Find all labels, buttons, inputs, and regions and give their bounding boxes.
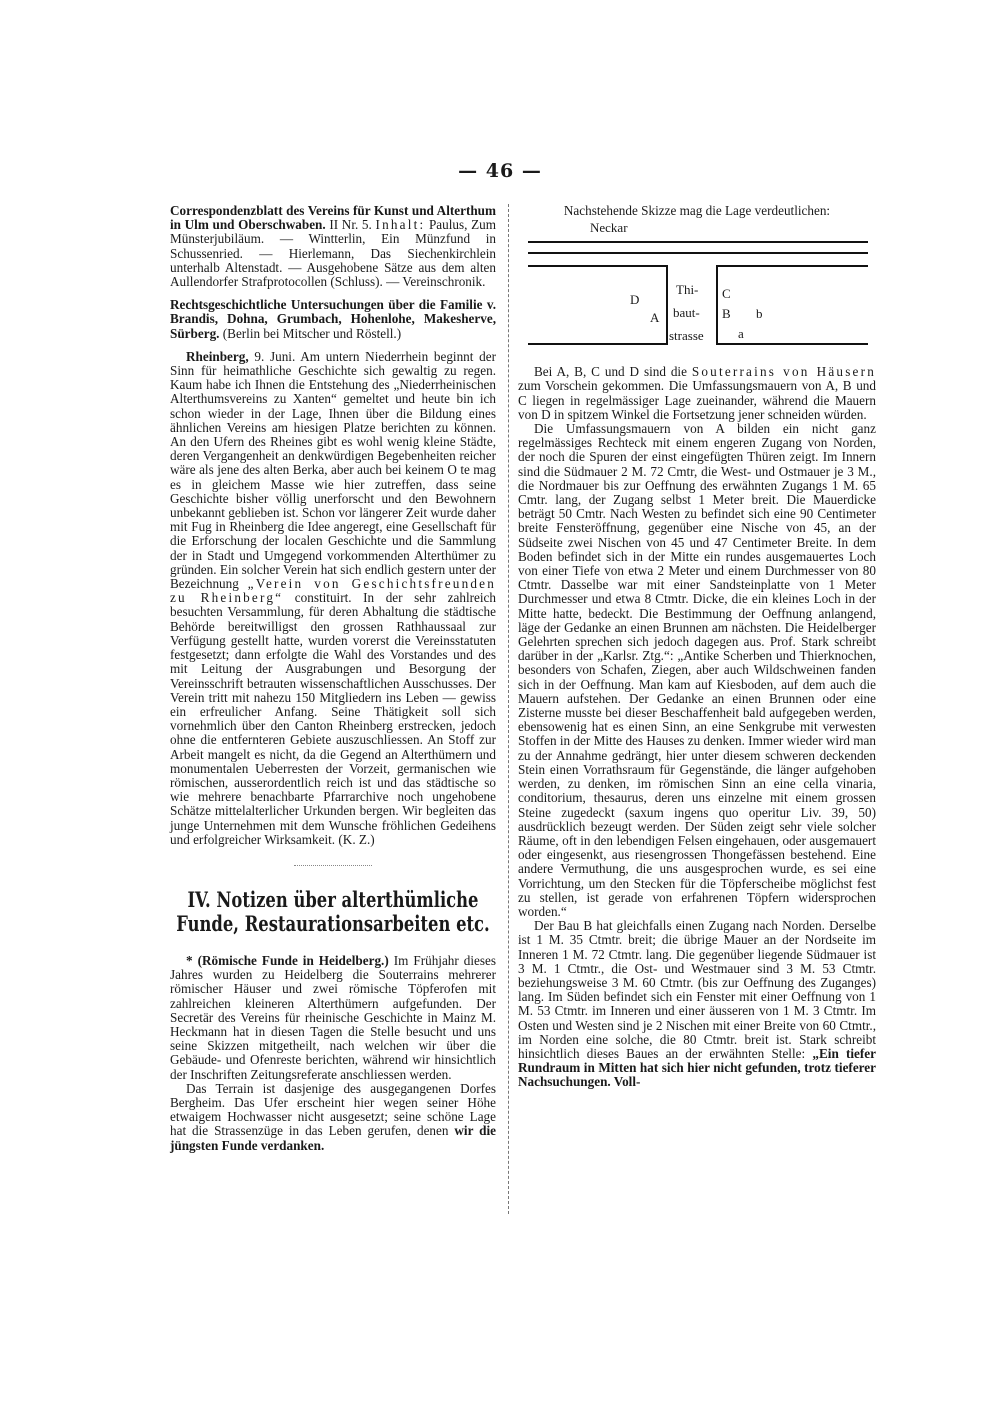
column-divider <box>508 204 509 1214</box>
report-title: * (Römische Funde in Heidelberg.) <box>186 952 389 968</box>
notice-issue: II Nr. 5. <box>329 217 372 233</box>
paragraph-building-b <box>518 919 876 1089</box>
label-b-lower: b <box>756 306 763 322</box>
label-d: D <box>630 292 640 308</box>
paragraph-text: Der Bau B hat gleichfalls einen Zugang nach Norden. Derselbe ist 1 M. 35 Ctmtr. breit; die übrige Mauer an der Nordseite im Inneren 1 M. 72 Ctmtr. lang. Die gegenüber liegende Südmauer ist 3 M. 1 Ctmtr., die Ost- und Westmauer sind 3 M. 53 Ctmtr. beziehungsweise 3 M. 60 Ctmtr. (bis zur Oeffnung des Zuganges) lang. Im Süden befindet sich ein Fenster mit einer Oeffnung von 1 M. 53 Ctmtr. im Inneren und einer äusseren von 1 M. 3 Ctmtr. Im Osten und Westen sind je 2 Nischen mit einer Breite von 60 Ctmtr., im Norden eine solche, die 80 Ctmtr. breit ist. Stark schreibt hinsichtlich dieses Baues an der erwähnten Stelle: <box>518 918 876 1061</box>
river-bank-line <box>528 241 868 243</box>
right-column <box>518 204 876 1090</box>
section-heading: IV. Notizen über alterthümliche Funde, Restaurationsarbeiten etc. <box>176 886 490 936</box>
street-label-line2: baut- <box>673 305 700 321</box>
paragraph-lead: Bei A, B, C und D sind die <box>534 364 687 380</box>
notice-contents: Paulus, Zum Münsterjubiläum. — Wintterlin, Ein Münzfund in Schussenried. — Hierlemann, Das Siechenkirchlein unterhalb Altenstadt. — Ausgehobene Sätze aus dem alten Aullendorfer Strafprotocollen (Schluss). — Vereinschronik. <box>170 217 496 290</box>
paragraph-text: zum Vorschein gekommen. Die Umfassungsmauern von A, B und C liegen in regelmässiger Lage zueinander, während die Mauern von D in spitzem Winkel die Fortsetzung jener schneiden würden. <box>518 378 876 422</box>
report-terrain <box>170 1082 496 1153</box>
wall-line <box>666 265 668 345</box>
wall-line <box>528 265 668 267</box>
street-label-line1: Thi- <box>676 282 699 298</box>
label-b-upper: B <box>722 306 731 322</box>
souterrains-term: Souterrains von Häusern <box>691 364 876 380</box>
wall-line <box>716 343 868 345</box>
report-text: Im Frühjahr dieses Jahres wurden zu Heidelberg die Souterrains mehrerer römischer Häuser und zwei römische Töpferofen mit zahlreichen kleineren Alterthümern aufgefunden. Der Secretär des Vereins für rheinische Geschichte in Mainz M. Heckmann hat in diesen Tagen die Stelle besucht und uns seine Skizzen mitgetheilt, nach welchen wir über die Gebäude- und Ofenreste berichten, während wir hinsichtlich der Inschriften Zeitungsreferate anschliessen werden. <box>170 952 497 1082</box>
paragraph-souterrains <box>518 365 876 422</box>
notice-rechtsgeschichte <box>170 298 496 341</box>
river-label: Neckar <box>590 220 628 236</box>
river-bank-line <box>528 252 868 254</box>
paragraph-building-a <box>518 422 876 919</box>
report-heidelberg <box>170 954 496 1082</box>
wall-line <box>716 265 718 345</box>
wall-line <box>528 343 668 345</box>
label-c: C <box>722 286 731 302</box>
label-a-left: A <box>650 310 660 326</box>
report-text-continued: constituirt. In der sehr zahlreich besuchten Versammlung, für deren Abhaltung die städtische Behörde bereitwilligst den grossen Rathhaussaal zur Verfügung gestellt hatte, wurden vorerst die Vereinsstatuten festgesetzt; dann erfolgte die Wahl des Vorstandes und des mit Leitung der Ausgrabungen und Besorgung der Vereinsschrift betrauten wissenschaftlichen Ausschusses. Der Verein tritt mit nahezu 150 Mitgliedern ins Leben — gewiss ein erfreulicher Anfang. Seine Thätigkeit soll sich vornehmlich über den Canton Rheinberg erstrecken, jedoch ohne die entfernteren Gebiete auszuschliessen. An Stoff zur Arbeit mangelt es nicht, da die Gegend an Alterthümern und monumentalen Ueberresten der Vorzeit, germanischen wie römischen, ausserordentlich reich ist und das städtische so wie mehrere benachbarte Pfarrarchive noch ungehobene Schätze mittelalterlicher Urkunden bergen. Wir begleiten das junge Unternehmen mit dem Wunsche fröhlichen Gedeihens und erfolgreicher Wirksamkeit. <box>170 590 497 847</box>
notice-correspondenzblatt <box>170 204 496 289</box>
site-sketch <box>518 221 876 351</box>
report-text-bold: wir die jüngsten Funde verdanken. <box>170 1123 496 1153</box>
label-a-lower: a <box>738 326 744 342</box>
report-place: Rheinberg, <box>186 348 249 364</box>
left-column <box>170 204 496 1153</box>
notice-contents-label: Inhalt: <box>375 217 426 233</box>
society-name: „Verein von Geschichtsfreunden zu Rheinberg“ <box>170 576 497 606</box>
report-text: Das Terrain ist dasjenige des ausgegangenen Dorfes Bergheim. Das Ufer erscheint hier wegen seiner Höhe etwaigem Hochwasser nicht ausgesetzt; seine schöne Lage hat die Strassenzüge in das Leben gerufen, denen <box>170 1080 496 1139</box>
page-number: — 46 — <box>458 160 542 182</box>
notice-title: Rechtsgeschichtliche Untersuchungen über die Familie v. Brandis, Dohna, Grumbach, Hohenlohe, Makesherve, Sürberg. <box>170 297 496 341</box>
separator-rule <box>294 865 372 866</box>
wall-line <box>716 265 868 267</box>
sketch-caption: Nachstehende Skizze mag die Lage verdeutlichen: <box>563 203 831 218</box>
notice-imprint: (Berlin bei Mitscher und Röstell.) <box>222 325 402 341</box>
report-rheinberg <box>170 350 496 847</box>
report-signature: (K. Z.) <box>338 831 375 847</box>
paragraph-text-bold: „Ein tiefer Rundraum in Mitten hat sich hier nicht gefunden, trotz tieferer Nachsuchungen. Voll- <box>518 1045 876 1090</box>
street-label-line3: strasse <box>669 328 704 344</box>
notice-title: Correspondenzblatt des Vereins für Kunst und Alterthum in Ulm und Oberschwaben. <box>170 203 496 233</box>
report-text: 9. Juni. Am untern Niederrhein beginnt der Sinn für heimathliche Geschichte sich gewaltig zu regen. Kaum habe ich Ihnen die Entstehung des „Niederrheinischen Alterthumsvereins zu Xanten“ gemeltet und heute bin ich schon wieder in der Lage, Ihnen über die Bildung eines ähnlichen Vereins am hiesigen Platze berichten zu können. An den Ufern des Rheines gibt es wohl wenig kleine Städte, deren Vergangenheit an denkwürdigen Begebenheiten reicher wäre als jene des alten Berka, aber auch bei keinem O te mag es in gleichem Masse wie hier zutreffen, dass seine Geschichte bisher völlig unerforscht und den Bewohnern unbekannt geblieben ist. Schon vor längerer Zeit wurde daher mit Fug in Rheinberg die Idee angeregt, eine Gesellschaft für die Erforschung der localen Geschichte und die Sammlung der in Stadt und Umgegend vorkommenden Alterthümer zu gründen. Ein solcher Verein hat sich endlich gestern unter der Bezeichnung <box>170 348 496 592</box>
paragraph-text: Die Umfassungsmauern von A bilden ein nicht ganz regelmässiges Rechteck mit einem engeren Zugang von Norden, der noch die Spuren der einst eingefügten Thüren zeigt. Im Innern sind die Südmauer 2 M. 72 Cmtr, die West- und Ostmauer je 3 M., die Nordmauer bis zur Oeffnung des erwähnten Zugangs 1 M. 65 Cmtr. lang, der Zugang selbst 1 Meter breit. Die Mauerdicke beträgt 50 Cmtr. Nach Westen zu befindet sich eine 90 Centimeter breite Fensteröffnung, gegenüber eine Nische von 45, an der Südseite zwei Nischen von 45 und 47 Centimeter Breite. In dem Boden befindet sich in der Mitte ein rundes ausgemauertes Loch von einer Tiefe von etwa 2 Meter und einem Durchmesser von 80 Ctmtr. Dasselbe war mit einer Sandsteinplatte von 1 Meter Durchmesser und etwa 8 Ctmtr. Dicke, die ein kleines Loch in der Mitte hatte, bedeckt. Die Bestimmung der Oeffnung anlangend, läge der Gedanke an einen Brunnen am nächsten. Die Heidelberger Gelehrten sprechen sich jedoch dagegen aus. Prof. Stark schreibt darüber in der „Karlsr. Ztg.“: „Antike Scherben und Thierknochen, besonders von Schafen, Ziegen, aber auch Wildschweinen fanden sich in der Oeffnung. Man kam auf Kiesboden, auf dem auch die Mauern aufstehen. Der Gedanke an einen Brunnen oder eine Zisterne musste bei dieser Beschaffenheit bald aufgegeben werden, ebensowenig hat es einen Sinn, an eine Senkgrube mit verwesten Stoffen in der Mitte des Hauses zu denken. Immer wieder wird man zu der Annahme gedrängt, hier unter diesem schweren deckenden Stein einen Vorrathsraum für Gegenstände, die länger aufgehoben werden, zu denken, im römischen Sinn an eine cella vinaria, conditorium, thesaurus, deren uns einzelne mit einem grossen Steine zugedeckt (saxum ingens quo operitur Liv. 39, 50) ausdrücklich bezeugt werden. Der Süden zeigt sehr viele solcher Räume, oft in den lebendigen Felsen eingehauen, oder ausgemauert oder eingesenkt, aus riesengrossen Thongefässen bestehend. Eine andere Vermuthung, die uns ausgesprochen wurde, es sei eine Vorrichtung, um den Stecken für die Töpferscheibe möglichst fest zu stellen, ist gerade von erfahrenen Töpfern widersprochen worden.“ <box>518 421 876 919</box>
